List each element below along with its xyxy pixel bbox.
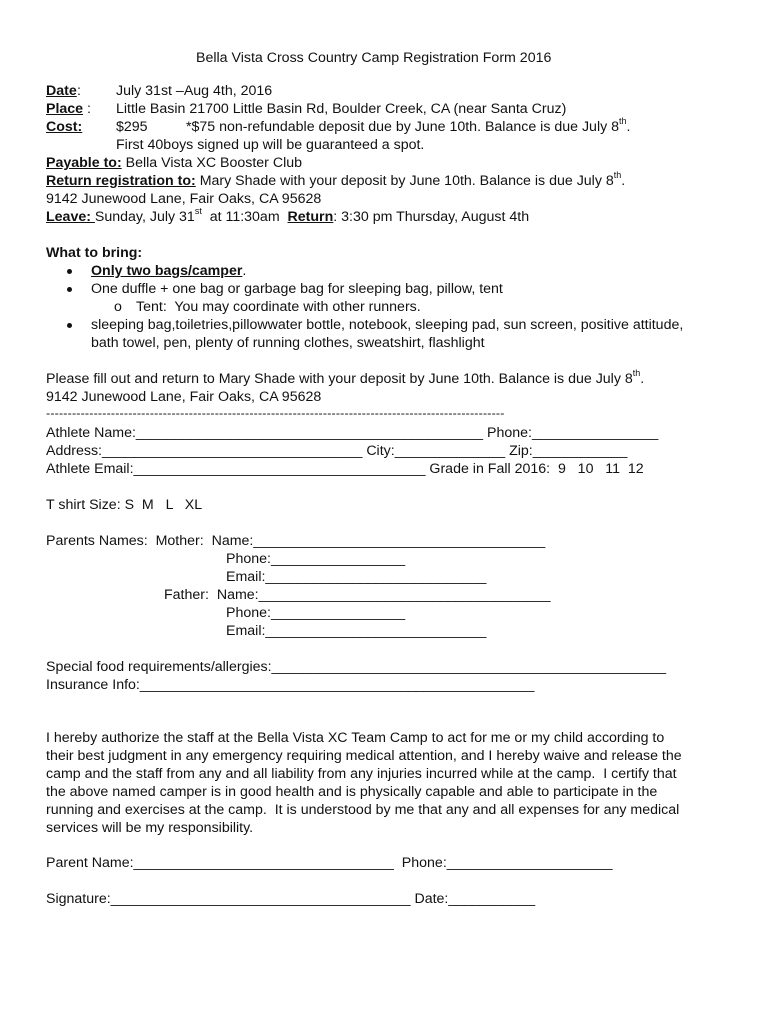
bring-item-duffle: One duffle + one bag or garbage bag for sleeping bag, pillow, tent bbox=[91, 281, 503, 297]
cost-label: Cost: bbox=[46, 119, 83, 135]
bring-heading: What to bring: bbox=[46, 245, 143, 261]
date-value: July 31st –Aug 4th, 2016 bbox=[116, 83, 273, 99]
food-allergies-field[interactable]: Special food requirements/allergies:__________________________________________________ bbox=[46, 659, 667, 675]
page-title: Bella Vista Cross Country Camp Registration Form 2016 bbox=[196, 50, 552, 66]
cost-value: $295 bbox=[116, 119, 148, 135]
return-address: 9142 Junewood Lane, Fair Oaks, CA 95628 bbox=[46, 389, 322, 405]
return-registration: Return registration to: Mary Shade with your deposit by June 10th. Balance is due July 8th. bbox=[46, 170, 626, 189]
payable-to: Payable to: Bella Vista XC Booster Club bbox=[46, 155, 303, 171]
bring-item-bags: Only two bags/camper. bbox=[91, 263, 247, 279]
cost-note: *$75 non-refundable deposit due by June 10th. Balance is due July 8th. bbox=[186, 116, 631, 135]
place-colon: : bbox=[87, 101, 91, 117]
bullet-icon bbox=[67, 323, 72, 328]
tshirt-size-options[interactable]: T shirt Size: S M L XL bbox=[46, 497, 203, 513]
leave-return: Leave: Sunday, July 31st at 11:30am Return: 3:30 pm Thursday, August 4th bbox=[46, 206, 530, 225]
insurance-info-field[interactable]: Insurance Info:__________________________________________________ bbox=[46, 677, 535, 693]
mother-name-field[interactable]: Parents Names: Mother: Name:_____________________________________ bbox=[46, 533, 546, 549]
parent-name-phone-field[interactable]: Parent Name:_________________________________ Phone:_____________________ bbox=[46, 855, 613, 871]
waiver-line-5: running and exercises at the camp. It is understood by me that any and all expenses for any medical bbox=[46, 802, 680, 818]
father-phone-field[interactable]: Phone:_________________ bbox=[226, 605, 406, 621]
signature-date-field[interactable]: Signature:______________________________________ Date:___________ bbox=[46, 891, 536, 907]
father-name-field[interactable]: Father: Name:_____________________________________ bbox=[164, 587, 551, 603]
mother-email-field[interactable]: Email:____________________________ bbox=[226, 569, 487, 585]
waiver-line-3: camp and the staff from any and all liability from any injuries incurred while at the camp. I certify that bbox=[46, 766, 677, 782]
waiver-line-6: services will be my responsibility. bbox=[46, 820, 254, 836]
bring-sub-item-tent: Tent: You may coordinate with other runners. bbox=[136, 299, 421, 315]
father-email-field[interactable]: Email:____________________________ bbox=[226, 623, 487, 639]
place-label: Place bbox=[46, 101, 84, 117]
waiver-line-4: the above named camper is in good health and is physically capable and able to participate in the bbox=[46, 784, 658, 800]
date-label: Date bbox=[46, 83, 77, 99]
address-city-zip-field[interactable]: Address:_________________________________ City:______________ Zip:____________ bbox=[46, 443, 628, 459]
bullet-icon bbox=[67, 269, 72, 274]
place-value: Little Basin 21700 Little Basin Rd, Boulder Creek, CA (near Santa Cruz) bbox=[116, 101, 567, 117]
date-colon: : bbox=[77, 83, 81, 99]
athlete-name-phone-field[interactable]: Athlete Name:____________________________________________ Phone:________________ bbox=[46, 425, 659, 441]
athlete-email-grade-field[interactable]: Athlete Email:_____________________________________ Grade in Fall 2016: 9 10 11 12 bbox=[46, 461, 644, 477]
bring-item-supplies-line1: sleeping bag,toiletries,pillowwater bottle, notebook, sleeping pad, sun screen, positive attitude, bbox=[91, 317, 684, 333]
bring-item-supplies-line2: bath towel, pen, plenty of running clothes, sweatshirt, flashlight bbox=[91, 335, 485, 351]
waiver-line-2: their best judgment in any emergency requiring medical attention, and I hereby waive and release the bbox=[46, 748, 682, 764]
cost-guarantee: First 40boys signed up will be guaranteed a spot. bbox=[116, 137, 425, 153]
separator-line: ---------------------------------------------------------------------------------------------------------- bbox=[46, 406, 505, 420]
return-instructions: Please fill out and return to Mary Shade with your deposit by June 10th. Balance is due July 8th. bbox=[46, 368, 645, 387]
bullet-icon bbox=[67, 287, 72, 292]
mailing-address: 9142 Junewood Lane, Fair Oaks, CA 95628 bbox=[46, 191, 322, 207]
waiver-line-1: I hereby authorize the staff at the Bella Vista XC Team Camp to act for me or my child according to bbox=[46, 730, 665, 746]
sub-bullet-icon: o bbox=[114, 299, 122, 315]
mother-phone-field[interactable]: Phone:_________________ bbox=[226, 551, 406, 567]
